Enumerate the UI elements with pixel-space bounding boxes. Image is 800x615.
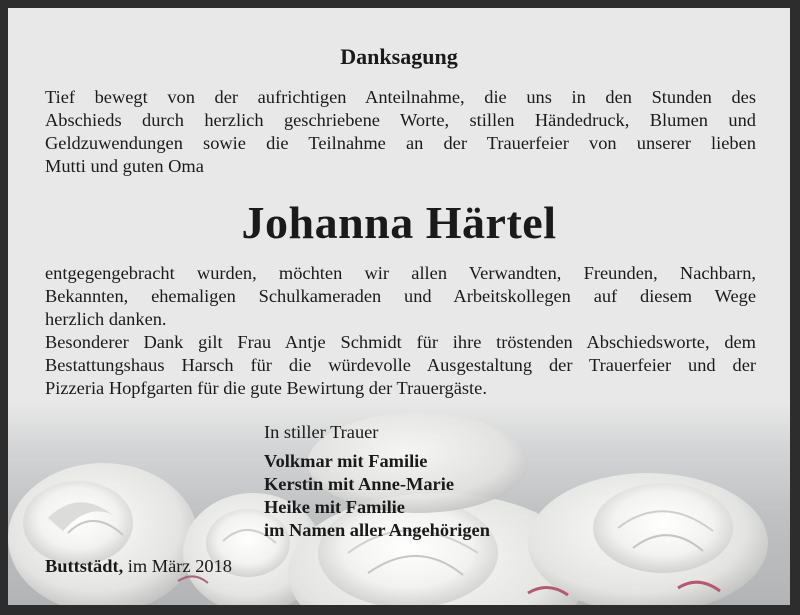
thanks-line: Bekannten, ehemaligen Schulkameraden und Arbeitskollegen auf diesem Wege bbox=[45, 286, 756, 306]
special-thanks-line: Besonderer Dank gilt Frau Antje Schmidt für ihre tröstenden Abschiedsworte, dem bbox=[45, 332, 756, 352]
mourner-name: Kerstin mit Anne-Marie bbox=[264, 474, 454, 494]
thanks-paragraph bbox=[45, 262, 756, 331]
deceased-name: Johanna Härtel bbox=[241, 197, 557, 248]
place-and-date bbox=[45, 555, 232, 578]
place: Buttstädt, bbox=[45, 556, 124, 576]
mourner-name: im Namen aller Angehörigen bbox=[264, 520, 490, 540]
intro-line: Abschieds durch herzlich geschriebene Worte, stillen Händedruck, Blumen und bbox=[45, 110, 756, 130]
special-thanks-line: Bestattungshaus Harsch für die würdevolle Ausgestaltung der Trauerfeier und der bbox=[45, 355, 756, 375]
intro-line: Mutti und guten Oma bbox=[45, 156, 204, 176]
special-thanks-paragraph bbox=[45, 331, 756, 400]
special-thanks-line: Pizzeria Hopfgarten für die gute Bewirtung der Trauergäste. bbox=[45, 378, 487, 398]
heading: Danksagung bbox=[340, 44, 458, 69]
mourners-block bbox=[264, 421, 490, 542]
obituary-card bbox=[8, 8, 790, 605]
date: im März 2018 bbox=[127, 556, 232, 576]
mourner-name: Volkmar mit Familie bbox=[264, 451, 428, 471]
intro-paragraph bbox=[45, 86, 756, 178]
mourning-intro: In stiller Trauer bbox=[264, 422, 379, 442]
mourner-name: Heike mit Familie bbox=[264, 497, 405, 517]
intro-line: Geldzuwendungen sowie die Teilnahme an der Trauerfeier von unserer lieben bbox=[45, 133, 756, 153]
thanks-line: herzlich danken. bbox=[45, 309, 167, 329]
intro-line: Tief bewegt von der aufrichtigen Anteilnahme, die uns in den Stunden des bbox=[45, 87, 756, 107]
thanks-line: entgegengebracht wurden, möchten wir allen Verwandten, Freunden, Nachbarn, bbox=[45, 263, 756, 283]
